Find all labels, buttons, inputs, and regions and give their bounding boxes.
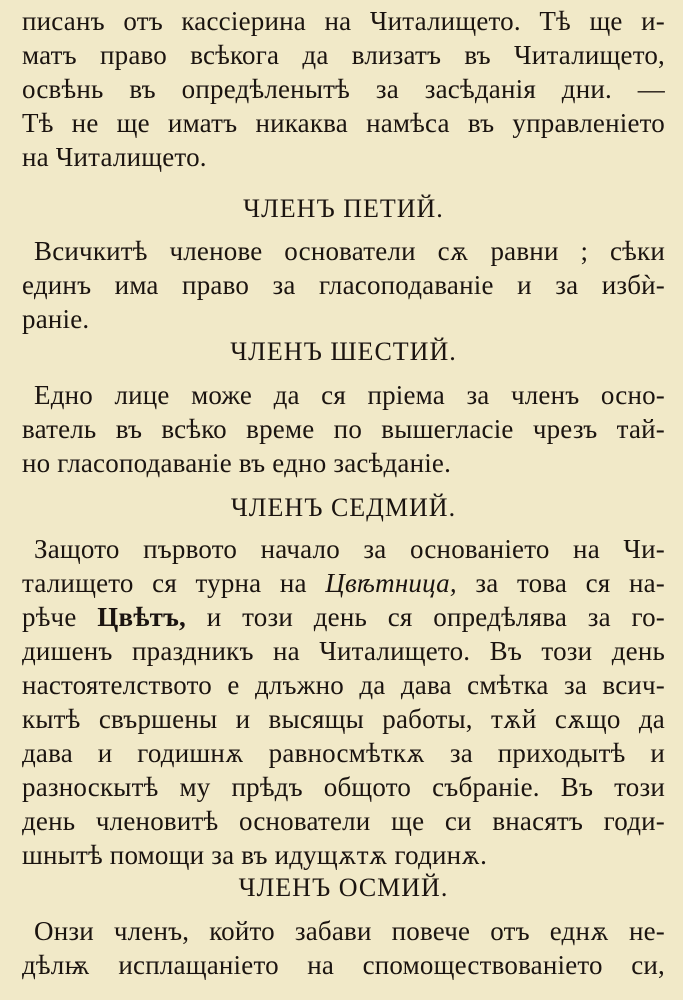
text-line-with-bold — [22, 600, 665, 634]
text-line-with-italic — [22, 566, 665, 600]
text-line: раніе. — [22, 304, 90, 334]
section-heading-7: ЧЛЕНЪ СЕДМИЙ. — [230, 493, 457, 522]
italic-word: Цвѣтница, — [325, 568, 457, 598]
section-8-paragraph — [22, 914, 665, 982]
text-line: Онзи членъ, който забави повече отъ еднѫ не- — [34, 916, 665, 946]
text-line: шнытѣ помощи за въ идущѫтѫ годинѫ. — [22, 840, 488, 870]
text-line: но гласоподаваніе въ едно засѣданіе. — [22, 448, 452, 478]
text-line: Защото първото начало за основаніето на Чи- — [34, 534, 665, 564]
text-line: Тѣ не ще иматъ никаква намѣса въ управленіето — [22, 108, 665, 138]
section-heading-5: ЧЛЕНЪ ПЕТИЙ. — [243, 194, 444, 223]
text-run: рѣче — [22, 602, 98, 632]
intro-paragraph — [22, 4, 665, 174]
text-run: за това ся на- — [456, 568, 665, 598]
text-line: дава и годишнѫ равносмѣткѫ за приходытѣ и — [22, 738, 665, 768]
text-line: освѣнь въ опредѣленытѣ за засѣданія дни. — — [22, 74, 665, 104]
text-line: разноскытѣ му прѣдъ общото събраніе. Въ този — [22, 772, 665, 802]
text-line: дишенъ праздникъ на Читалището. Въ този день — [22, 636, 665, 666]
text-line: кытѣ свършены и высящы работы, тѫй сѫщо да — [22, 704, 665, 734]
text-line: ватель въ всѣко време по вышегласіе чрезъ тай- — [22, 414, 665, 444]
text-line: на Читалището. — [22, 142, 207, 172]
text-line: дѣлѭ исплащаніето на спомоществованіето си, — [22, 950, 665, 980]
section-heading-6: ЧЛЕНЪ ШЕСТИЙ. — [230, 337, 457, 366]
section-7-paragraph — [22, 532, 665, 872]
text-line: настоятелството е длъжно да дава смѣтка за всич- — [22, 670, 665, 700]
bold-word: Цвѣтъ, — [97, 602, 187, 632]
section-heading-8: ЧЛЕНЪ ОСМИЙ. — [238, 873, 449, 902]
text-line: единъ има право за гласоподаваніе и за избѝ- — [22, 270, 665, 300]
text-line: писанъ отъ кассіерина на Читалището. Тѣ ще и- — [22, 6, 665, 36]
section-5-paragraph — [22, 234, 665, 336]
text-line: Едно лице може да ся пріема за членъ осно- — [34, 380, 665, 410]
text-line: матъ право всѣкога да влизатъ въ Читалището, — [22, 40, 665, 70]
text-run: и този день ся опредѣлява за го- — [186, 602, 666, 632]
section-6-paragraph — [22, 378, 665, 480]
text-line: день членовитѣ основатели ще си внасятъ годи- — [22, 806, 665, 836]
text-run: талището ся турна на — [22, 568, 326, 598]
text-line: Всичкитѣ членове основатели сѫ равни ; сѣки — [34, 236, 665, 266]
